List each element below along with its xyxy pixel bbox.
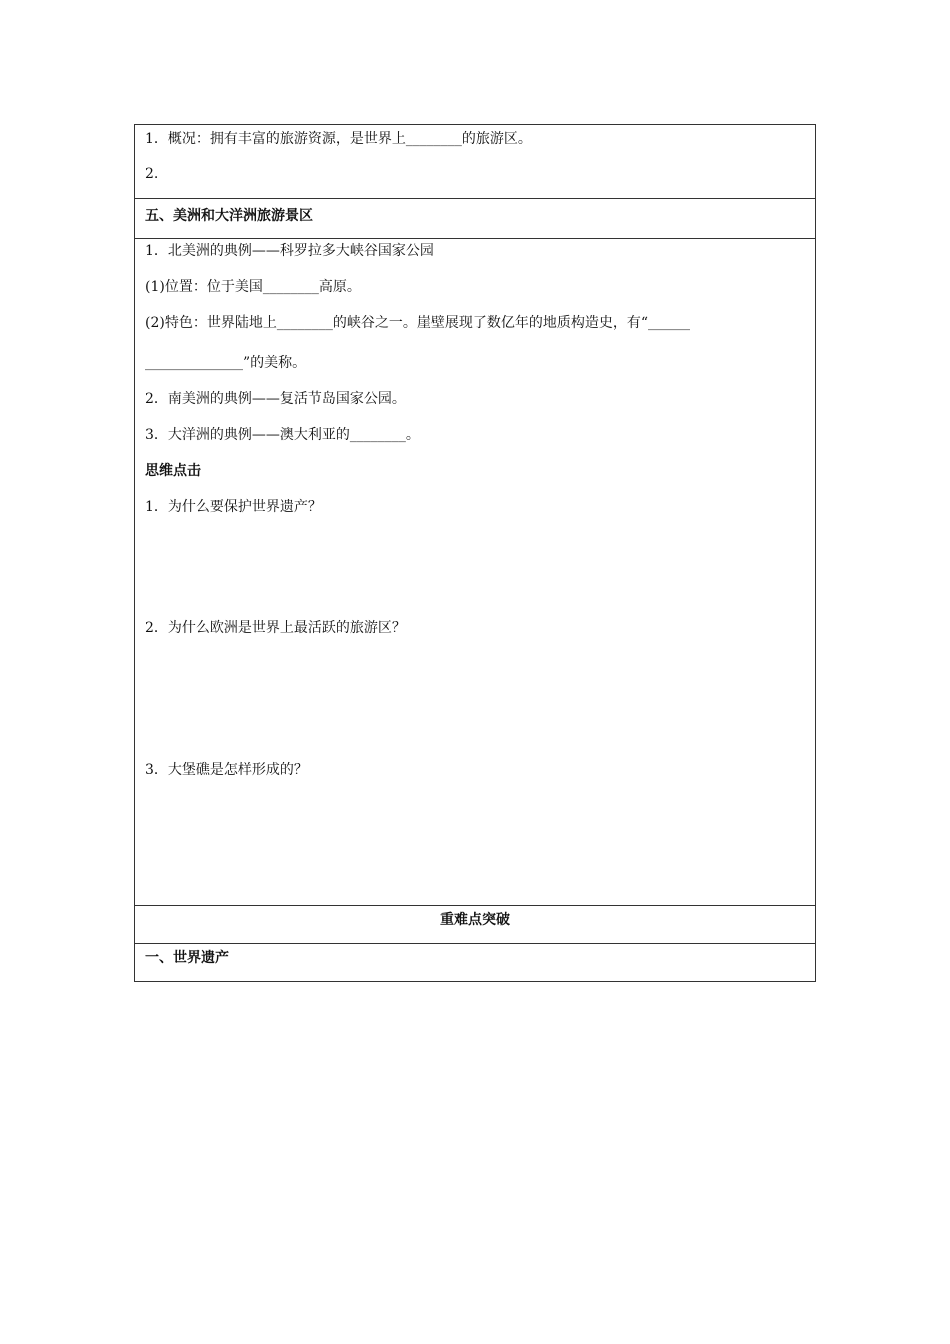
north-america-line: 1．北美洲的典例——科罗拉多大峡谷国家公园 (145, 243, 434, 259)
row-breakthrough-heading (135, 906, 816, 944)
feature-line: (2)特色：世界陆地上________的峡谷之一。崖壁展现了数亿年的地质构造史，有“______ (145, 315, 690, 331)
item-two-line: 2. (145, 166, 159, 182)
breakthrough-heading: 重难点突破 (440, 912, 510, 928)
question-three: 3．大堡礁是怎样形成的？ (145, 762, 308, 778)
world-heritage-heading: 一、世界遗产 (145, 950, 229, 966)
row-section-five-content (135, 239, 816, 906)
question-two: 2．为什么欧洲是世界上最活跃的旅游区？ (145, 620, 406, 636)
cell-breakthrough-heading (135, 906, 816, 944)
feature-line-cont: ______________”的美称。 (145, 355, 307, 371)
row-section-five-heading (135, 199, 816, 239)
worksheet-table (134, 124, 816, 982)
section-five-heading: 五、美洲和大洋洲旅游景区 (145, 208, 313, 224)
cell-section-five-heading (135, 199, 816, 239)
location-line: (1)位置：位于美国________高原。 (145, 279, 361, 295)
thinking-heading: 思维点击 (145, 463, 201, 479)
question-one: 1．为什么要保护世界遗产？ (145, 499, 322, 515)
cell-world-heritage (135, 944, 816, 982)
row-section-four (135, 125, 816, 199)
overview-line: 1．概况：拥有丰富的旅游资源，是世界上________的旅游区。 (145, 131, 532, 147)
row-world-heritage (135, 944, 816, 982)
south-america-line: 2．南美洲的典例——复活节岛国家公园。 (145, 391, 406, 407)
cell-section-four (135, 125, 816, 199)
oceania-line: 3．大洋洲的典例——澳大利亚的________。 (145, 427, 420, 443)
cell-section-five-content (135, 239, 816, 906)
